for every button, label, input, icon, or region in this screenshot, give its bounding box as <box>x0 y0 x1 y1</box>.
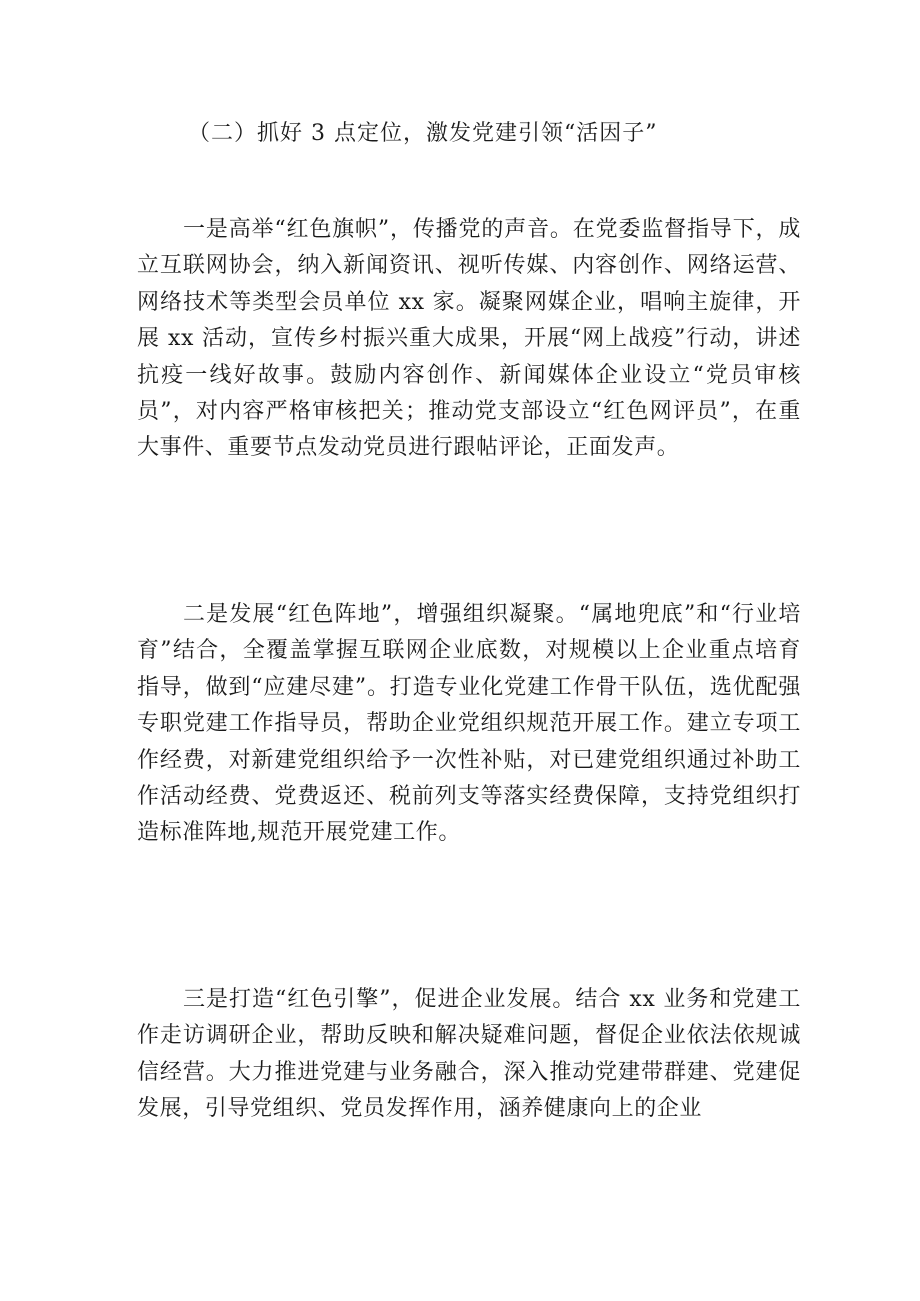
paragraph-red-base: 二是发展“红色阵地”，增强组织凝聚。“属地兜底”和“行业培育”结合，全覆盖掌握互联网企业底数，对规模以上企业重点培育指导，做到“应建尽建”。打造专业化党建工作骨干队伍，选优配强专职党建工作指导员，帮助企业党组织规范开展工作。建立专项工作经费，对新建党组织给予一次性补贴，对已建党组织通过补助工作活动经费、党费返还、税前列支等落实经费保障，支持党组织打造标准阵地,规范开展党建工作。 <box>137 602 801 846</box>
paragraph-red-flag: 一是高举“红色旗帜”，传播党的声音。在党委监督指导下，成立互联网协会，纳入新闻资讯、视听传媒、内容创作、网络运营、网络技术等类型会员单位 xx 家。凝聚网媒企业，唱响主旋律，开展 xx 活动，宣传乡村振兴重大成果，开展“网上战疫”行动，讲述抗疫一线好故事。鼓励内容创作、新闻媒体企业设立“党员审核员”，对内容严格审核把关；推动党支部设立“红色网评员”，在重大事件、重要节点发动党员进行跟帖评论，正面发声。 <box>137 217 801 461</box>
section-heading: （二）抓好 3 点定位，激发党建引领“活因子” <box>188 121 658 146</box>
paragraph-red-engine: 三是打造“红色引擎”，促进企业发展。结合 xx 业务和党建工作走访调研企业，帮助反映和解决疑难问题，督促企业依法依规诚信经营。大力推进党建与业务融合，深入推动党建带群建、党建促发展，引导党组织、党员发挥作用，涵养健康向上的企业 <box>137 987 801 1122</box>
